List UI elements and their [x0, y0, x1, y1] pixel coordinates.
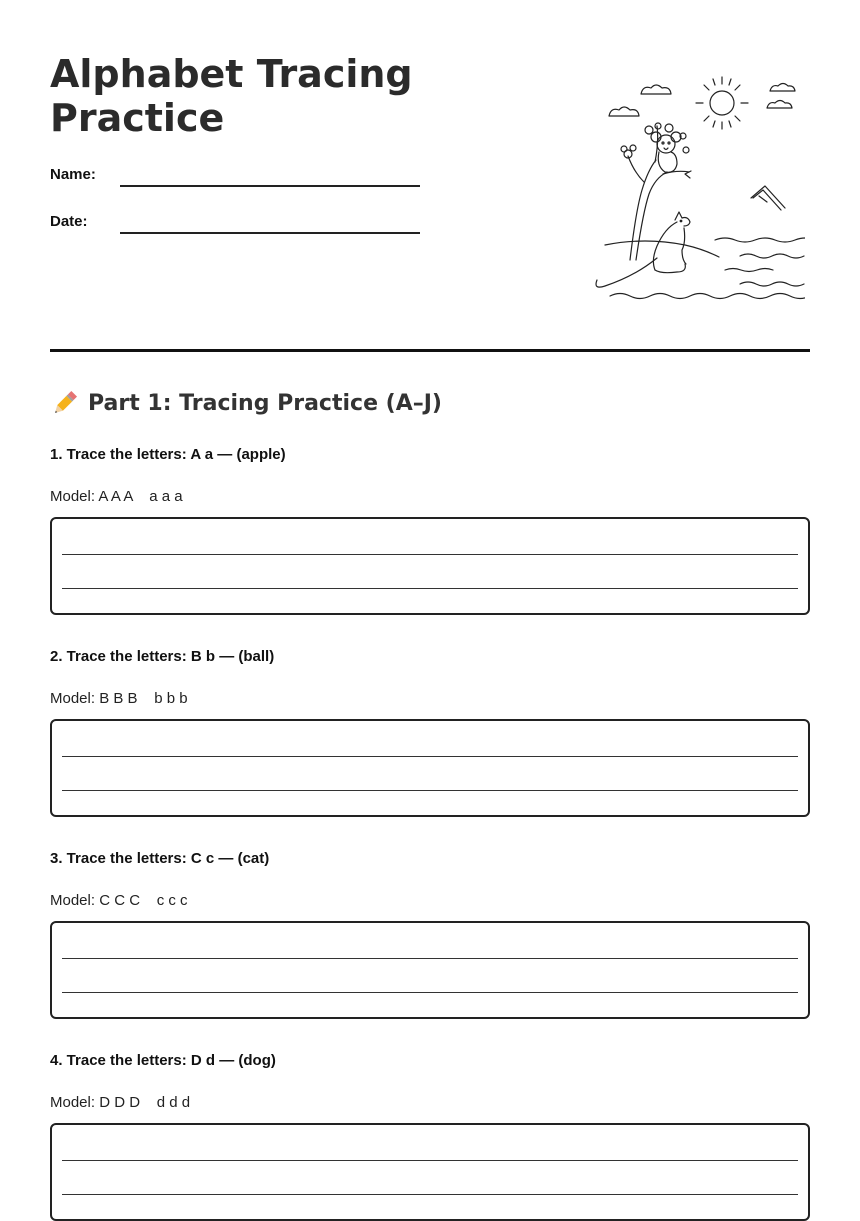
title-line-1: Alphabet Tracing	[50, 52, 413, 96]
page-title	[50, 52, 450, 140]
kangaroo-koala-illustration	[545, 70, 805, 310]
date-write-line[interactable]	[120, 232, 420, 234]
name-field[interactable]	[50, 166, 420, 196]
date-field[interactable]	[50, 213, 420, 243]
title-line-2: Practice	[50, 96, 225, 140]
sun-icon	[696, 77, 748, 129]
exercise-model: Model: A A A a a a	[50, 488, 183, 505]
exercise-question: 2. Trace the letters: B b — (ball)	[50, 648, 275, 665]
exercise-question: 4. Trace the letters: D d — (dog)	[50, 1052, 276, 1069]
date-label: Date:	[50, 213, 88, 230]
exercise-question: 3. Trace the letters: C c — (cat)	[50, 850, 270, 867]
tracing-line-top	[62, 554, 798, 555]
part-1-heading	[50, 388, 442, 418]
part-1-title: Part 1: Tracing Practice (A–J)	[88, 390, 442, 416]
tracing-box[interactable]	[50, 921, 810, 1019]
pencil-icon	[50, 388, 80, 418]
tracing-line-bottom	[62, 588, 798, 589]
exercise-model: Model: C C C c c c	[50, 892, 188, 909]
exercise-model: Model: D D D d d d	[50, 1094, 191, 1111]
letter-a-icon	[751, 186, 785, 210]
tracing-box[interactable]	[50, 719, 810, 817]
cloud-icon	[609, 84, 795, 117]
kangaroo-icon	[596, 212, 690, 287]
tracing-box[interactable]	[50, 1123, 810, 1221]
tree-icon	[621, 123, 691, 260]
tracing-line-top	[62, 958, 798, 959]
koala-icon	[651, 132, 681, 172]
worksheet-page	[50, 0, 810, 1111]
tracing-line-bottom	[62, 790, 798, 791]
ground-line	[605, 241, 719, 257]
exercise-model: Model: B B B b b b	[50, 690, 188, 707]
tracing-line-top	[62, 756, 798, 757]
name-label: Name:	[50, 166, 96, 183]
name-write-line[interactable]	[120, 185, 420, 187]
tracing-line-bottom	[62, 1194, 798, 1195]
tracing-box[interactable]	[50, 517, 810, 615]
worksheet-header	[50, 0, 810, 350]
water-waves	[610, 238, 805, 299]
tracing-line-bottom	[62, 992, 798, 993]
header-divider	[50, 349, 810, 352]
exercise-question: 1. Trace the letters: A a — (apple)	[50, 446, 286, 463]
